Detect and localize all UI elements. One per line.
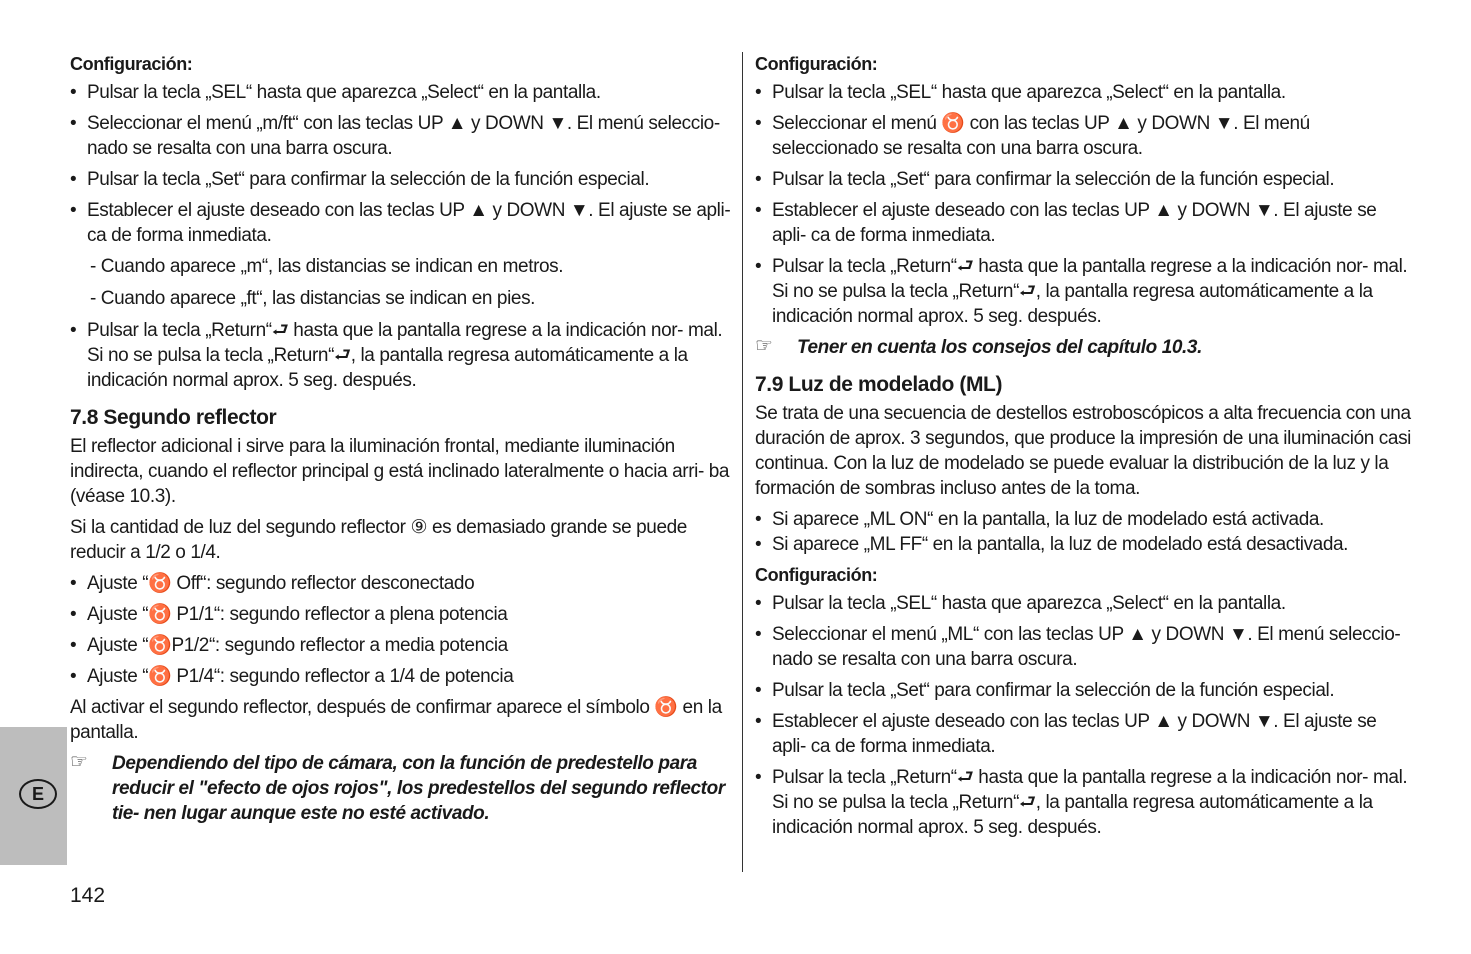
section-title: 7.9 Luz de modelado (ML)	[755, 373, 1003, 396]
list-item: • Pulsar la tecla „Return“⮐ hasta que la pantalla regrese a la indicación nor- mal. Si no se pulsa la tecla „Return“⮐, la pantalla regresa automáticamente a la indicación normal aprox. 5 seg. después.	[70, 318, 732, 393]
language-tab-letter: E	[19, 779, 57, 809]
config-heading: Configuración:	[755, 54, 878, 74]
page-number: 142	[70, 884, 106, 907]
list-item: • Pulsar la tecla „Set“ para confirmar la selección de la función especial.	[755, 678, 1415, 703]
paragraph: Se trata de una secuencia de destellos estroboscópicos a alta frecuencia con una duración de aprox. 3 segundos, que produce la impresión de una iluminación casi continua. Con la luz de modelado se puede evaluar la distribución de la luz y la formación de sombras incluso antes de la toma.	[755, 403, 1412, 499]
list-item: • Si aparece „ML FF“ en la pantalla, la luz de modelado está desactivada.	[755, 532, 1415, 557]
note	[755, 335, 1415, 360]
pointing-hand-icon: ☞	[755, 335, 773, 357]
config-heading: Configuración:	[70, 54, 193, 74]
paragraph: El reflector adicional i sirve para la iluminación frontal, mediante iluminación indirecta, cuando el reflector principal g está inclinado lateralmente o hacia arri- ba (véase 10.3).	[70, 436, 730, 507]
list-item: • Pulsar la tecla „Set“ para confirmar la selección de la función especial.	[755, 167, 1415, 192]
list-item: • Ajuste “♉P1/2“: segundo reflector a media potencia	[70, 633, 732, 658]
config-heading: Configuración:	[755, 565, 878, 585]
list-item: • Pulsar la tecla „Set“ para confirmar la selección de la función especial.	[70, 167, 732, 192]
note-text: Tener en cuenta los consejos del capítulo 10.3.	[797, 337, 1202, 358]
list-item: • Pulsar la tecla „SEL“ hasta que aparezca „Select“ en la pantalla.	[755, 591, 1415, 616]
sub-item: - Cuando aparece „ft“, las distancias se indican en pies.	[90, 288, 536, 309]
paragraph: Al activar el segundo reflector, después de confirmar aparece el símbolo ♉ en la pantalla.	[70, 697, 722, 743]
list-item: • Pulsar la tecla „Return“⮐ hasta que la pantalla regrese a la indicación nor- mal. Si no se pulsa la tecla „Return“⮐, la pantalla regresa automáticamente a la indicación normal aprox. 5 seg. después.	[755, 765, 1415, 840]
sub-item: - Cuando aparece „m“, las distancias se indican en metros.	[90, 256, 564, 277]
pointing-hand-icon: ☞	[70, 751, 88, 773]
list-item: • Establecer el ajuste deseado con las teclas UP ▲ y DOWN ▼. El ajuste se apli- ca de forma inmediata.	[70, 198, 732, 248]
note	[70, 751, 732, 826]
paragraph: Si la cantidad de luz del segundo reflector ⑨ es demasiado grande se puede reducir a 1/2 o 1/4.	[70, 517, 687, 563]
list-item: • Establecer el ajuste deseado con las teclas UP ▲ y DOWN ▼. El ajuste se apli- ca de forma inmediata.	[755, 709, 1415, 759]
list-item: • Ajuste “♉ Off“: segundo reflector desconectado	[70, 571, 732, 596]
list-item: • Si aparece „ML ON“ en la pantalla, la luz de modelado está activada.	[755, 507, 1415, 532]
column-divider	[742, 52, 743, 872]
list-item: • Ajuste “♉ P1/4“: segundo reflector a 1/4 de potencia	[70, 664, 732, 689]
note-text: Dependiendo del tipo de cámara, con la función de predestello para reducir el "efecto de ojos rojos", los predestellos del segundo reflector tie- nen lugar aunque este no esté activado.	[112, 753, 725, 824]
left-column	[70, 48, 732, 832]
list-item: • Pulsar la tecla „Return“⮐ hasta que la pantalla regrese a la indicación nor- mal. Si no se pulsa la tecla „Return“⮐, la pantalla regresa automáticamente a la indicación normal aprox. 5 seg. después.	[755, 254, 1415, 329]
list-item: • Ajuste “♉ P1/1“: segundo reflector a plena potencia	[70, 602, 732, 627]
list-item: • Seleccionar el menú ♉ con las teclas UP ▲ y DOWN ▼. El menú seleccionado se resalta con una barra oscura.	[755, 111, 1415, 161]
list-item: • Pulsar la tecla „SEL“ hasta que aparezca „Select“ en la pantalla.	[755, 80, 1415, 105]
list-item: • Seleccionar el menú „m/ft“ con las teclas UP ▲ y DOWN ▼. El menú seleccio- nado se resalta con una barra oscura.	[70, 111, 732, 161]
right-column	[755, 48, 1415, 846]
list-item: • Pulsar la tecla „SEL“ hasta que aparezca „Select“ en la pantalla.	[70, 80, 732, 105]
section-title: 7.8 Segundo reflector	[70, 406, 277, 429]
list-item: • Establecer el ajuste deseado con las teclas UP ▲ y DOWN ▼. El ajuste se apli- ca de forma inmediata.	[755, 198, 1415, 248]
list-item: • Seleccionar el menú „ML“ con las teclas UP ▲ y DOWN ▼. El menú seleccio- nado se resalta con una barra oscura.	[755, 622, 1415, 672]
